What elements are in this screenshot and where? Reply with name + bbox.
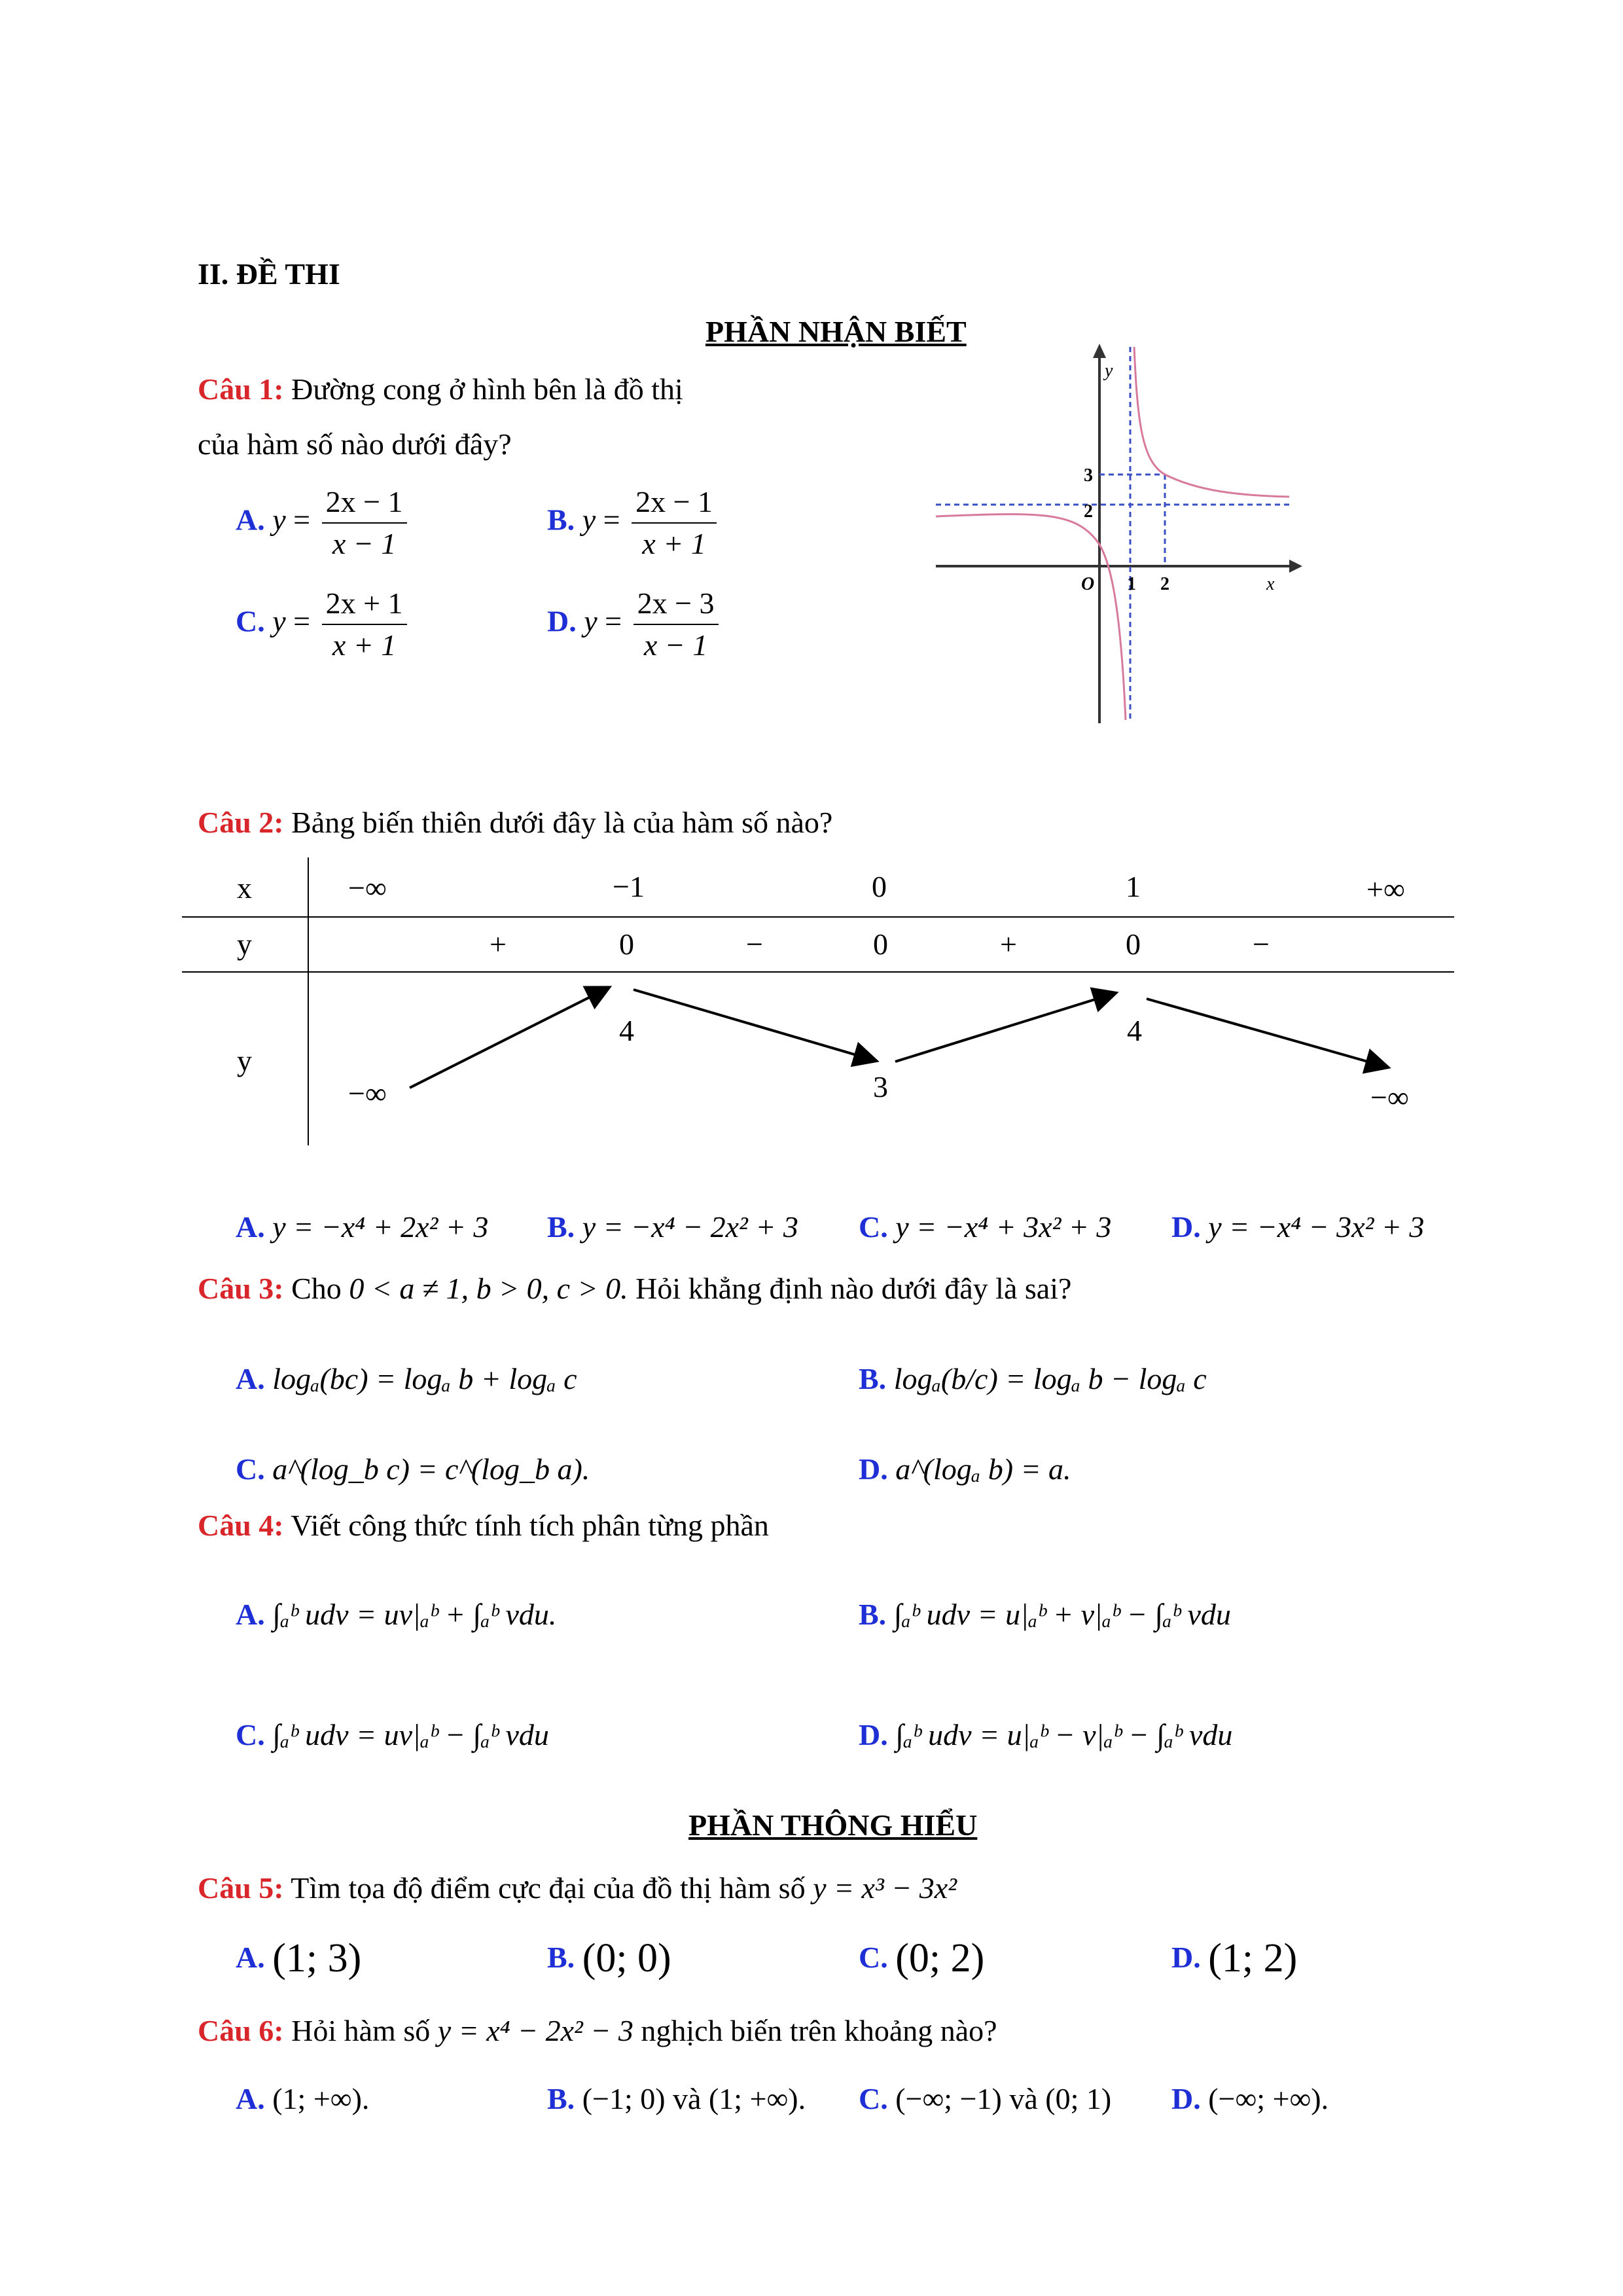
q3-label: Câu 3: (198, 1272, 284, 1305)
q5-line (198, 1871, 957, 1906)
q4-label: Câu 4: (198, 1509, 284, 1542)
q6-option-b[interactable]: B. (−1; 0) và (1; +∞). (547, 2082, 806, 2115)
q6-line (198, 2013, 997, 2049)
q1-graph (936, 344, 1302, 723)
q6-text-pre: Hỏi hàm số (291, 2014, 431, 2047)
yprime-value: 0 (873, 927, 888, 961)
y-tick-2: 2 (1084, 501, 1093, 522)
q3-option-d[interactable]: D. a^(logₐ b) = a. (859, 1452, 1071, 1486)
row-x-label: x (237, 871, 252, 905)
q1-option-b[interactable]: B. y = $\frac{2x - 1}{x + 1}$ (547, 484, 721, 562)
q1-option-d[interactable]: D. y = $\frac{2x - 3}{x - 1}$ (547, 586, 722, 663)
x-axis-label: x (1266, 574, 1275, 594)
origin-label: O (1081, 574, 1095, 594)
x-tick-1: 1 (1127, 574, 1136, 594)
q5-function: y = x³ − 3x² (813, 1871, 957, 1905)
yprime-value: + (490, 927, 507, 961)
q3-option-b[interactable]: B. logₐ(b/c) = logₐ b − logₐ c (859, 1362, 1207, 1395)
x-axis-arrow-icon (1289, 560, 1302, 573)
q4-line (198, 1508, 769, 1543)
x-value: −∞ (348, 871, 387, 905)
arrow-up-icon (410, 988, 607, 1088)
q2-option-d[interactable]: D. y = −x⁴ − 3x² + 3 (1171, 1210, 1425, 1244)
q3-line (198, 1271, 1071, 1306)
q6-function: y = x⁴ − 2x² − 3 (437, 2014, 633, 2047)
variation-table (182, 857, 1454, 1145)
x-tick-2: 2 (1160, 574, 1169, 594)
q3-text-pre: Cho (291, 1272, 342, 1305)
q2-line (198, 805, 832, 840)
part2-title: PHẦN THÔNG HIỂU (688, 1808, 978, 1842)
table-arrows (182, 857, 1454, 1145)
q5-label: Câu 5: (198, 1871, 284, 1905)
x-value: +∞ (1366, 872, 1405, 906)
q2-label: Câu 2: (198, 806, 284, 839)
y-tick-3: 3 (1084, 465, 1093, 486)
section-title: II. ĐỀ THI (198, 257, 340, 291)
q4-option-b[interactable]: B. ∫ₐᵇ udv = u|ₐᵇ + v|ₐᵇ − ∫ₐᵇ vdu (859, 1598, 1231, 1631)
arrow-up-icon (895, 994, 1114, 1062)
q2-text: Bảng biến thiên dưới đây là của hàm số nào? (291, 806, 833, 839)
q4-option-c[interactable]: C. ∫ₐᵇ udv = uv|ₐᵇ − ∫ₐᵇ vdu (236, 1718, 549, 1751)
yprime-value: + (1000, 927, 1017, 961)
x-value: 1 (1126, 870, 1141, 903)
q5-option-d[interactable]: D. (1; 2) (1171, 1936, 1298, 1981)
x-value: 0 (872, 870, 887, 903)
q1-option-c[interactable]: C. y = $\frac{2x + 1}{x + 1}$ (236, 586, 411, 663)
q4-text: Viết công thức tính tích phân từng phần (291, 1509, 769, 1542)
q1-label: Câu 1: (198, 372, 284, 406)
q4-option-d[interactable]: D. ∫ₐᵇ udv = u|ₐᵇ − v|ₐᵇ − ∫ₐᵇ vdu (859, 1718, 1233, 1751)
q6-label: Câu 6: (198, 2014, 284, 2047)
row-y-label: y (237, 1044, 252, 1077)
q1-text-line1: Đường cong ở hình bên là đồ thị (291, 372, 683, 406)
yprime-value: − (1253, 927, 1270, 961)
q5-text: Tìm tọa độ điểm cực đại của đồ thị hàm số (291, 1871, 806, 1905)
arrow-down-icon (1147, 999, 1386, 1067)
q3-option-c[interactable]: C. a^(log_b c) = c^(log_b a). (236, 1452, 590, 1486)
q3-condition: 0 < a ≠ 1, b > 0, c > 0. (349, 1272, 628, 1305)
q5-option-c[interactable]: C. (0; 2) (859, 1936, 985, 1981)
yprime-value: 0 (1126, 927, 1141, 961)
q4-option-a[interactable]: A. ∫ₐᵇ udv = uv|ₐᵇ + ∫ₐᵇ vdu. (236, 1598, 557, 1631)
curve-left-branch (936, 514, 1126, 720)
q6-option-c[interactable]: C. (−∞; −1) và (0; 1) (859, 2082, 1112, 2115)
y-axis-label: y (1105, 361, 1113, 381)
q1-line1 (198, 372, 683, 407)
q2-option-b[interactable]: B. y = −x⁴ − 2x² + 3 (547, 1210, 798, 1244)
yprime-value: 0 (619, 927, 634, 961)
q3-option-a[interactable]: A. logₐ(bc) = logₐ b + logₐ c (236, 1362, 577, 1395)
y-axis-arrow-icon (1093, 344, 1106, 358)
q1-option-a[interactable]: A. y = $\frac{2x - 1}{x - 1}$ (236, 484, 411, 562)
y-value: −∞ (1370, 1081, 1409, 1114)
row-yprime-label: y (237, 927, 252, 961)
y-value: −∞ (348, 1077, 387, 1110)
q2-option-a[interactable]: A. y = −x⁴ + 2x² + 3 (236, 1210, 489, 1244)
x-value: −1 (613, 870, 645, 903)
q3-text-post: Hỏi khẳng định nào dưới đây là sai? (635, 1272, 1072, 1305)
q6-option-a[interactable]: A. (1; +∞). (236, 2082, 370, 2115)
q5-option-a[interactable]: A. (1; 3) (236, 1936, 362, 1981)
q6-text-post: nghịch biến trên khoảng nào? (641, 2014, 997, 2047)
yprime-value: − (746, 927, 763, 961)
y-value: 4 (619, 1014, 634, 1047)
q5-option-b[interactable]: B. (0; 0) (547, 1936, 671, 1981)
q6-option-d[interactable]: D. (−∞; +∞). (1171, 2082, 1329, 2115)
part1-title: PHẦN NHẬN BIẾT (705, 315, 967, 348)
arrow-down-icon (633, 990, 874, 1060)
y-value: 4 (1127, 1014, 1142, 1047)
q1-text-line2: của hàm số nào dưới đây? (198, 427, 512, 461)
q2-option-c[interactable]: C. y = −x⁴ + 3x² + 3 (859, 1210, 1112, 1244)
y-value: 3 (873, 1070, 888, 1103)
